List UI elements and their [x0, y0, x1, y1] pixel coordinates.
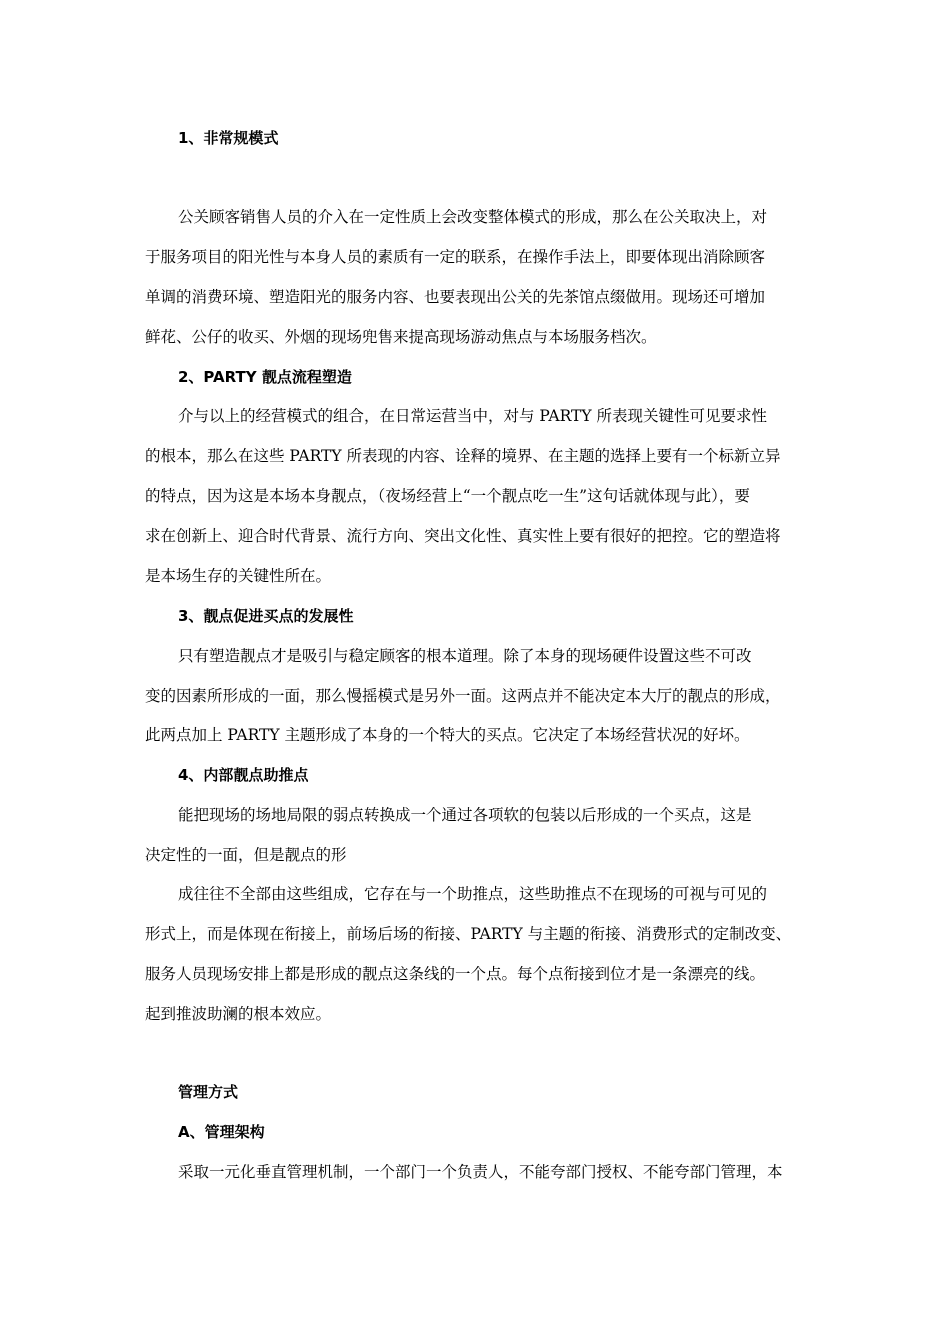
paragraph-line: 是本场生存的关键性所在。	[145, 567, 332, 585]
paragraph-line: 公关顾客销售人员的介入在一定性质上会改变整体模式的形成，那么在公关取决上，对	[178, 208, 768, 226]
paragraph-line: 起到推波助澜的根本效应。	[145, 1005, 332, 1023]
paragraph-line: 决定性的一面，但是靓点的形	[145, 846, 347, 864]
paragraph-line: 介与以上的经营模式的组合，在日常运营当中，对与 PARTY 所表现关键性可见要求性	[178, 407, 768, 425]
paragraph-line: 单调的消费环境、塑造阳光的服务内容、也要表现出公关的先茶馆点缀做用。现场还可增加	[145, 288, 766, 306]
paragraph-line: 只有塑造靓点才是吸引与稳定顾客的根本道理。除了本身的现场硬件设置这些不可改	[178, 647, 752, 665]
heading-party-highlight: 2、PARTY 靓点流程塑造	[178, 368, 352, 386]
paragraph-line: 形式上，而是体现在衔接上，前场后场的衔接、PARTY 与主题的衔接、消费形式的定制改变、	[145, 925, 792, 943]
paragraph-line: 鲜花、公仔的收买、外烟的现场兜售来提高现场游动焦点与本场服务档次。	[145, 328, 657, 346]
paragraph-line: 求在创新上、迎合时代背景、流行方向、突出文化性、真实性上要有很好的把控。它的塑造将	[145, 527, 781, 545]
heading-management-method: 管理方式	[178, 1083, 239, 1101]
paragraph-line: 成往往不全部由这些组成，它存在与一个助推点，这些助推点不在现场的可视与可见的	[178, 885, 768, 903]
paragraph-line: 能把现场的场地局限的弱点转换成一个通过各项软的包装以后形成的一个买点，这是	[178, 806, 752, 824]
heading-management-structure: A、管理架构	[178, 1123, 265, 1141]
paragraph-line: 的特点，因为这是本场本身靓点，（夜场经营上“一个靓点吃一生”这句话就体现与此），要	[145, 487, 750, 505]
paragraph-line: 的根本，那么在这些 PARTY 所表现的内容、诠释的境界、在主题的选择上要有一个标新立异	[145, 447, 781, 465]
heading-unconventional-mode: 1、非常规模式	[178, 129, 279, 147]
heading-internal-boost: 4、内部靓点助推点	[178, 766, 309, 784]
heading-highlight-selling-point: 3、靓点促进买点的发展性	[178, 607, 354, 625]
paragraph-line: 采取一元化垂直管理机制，一个部门一个负责人，不能夸部门授权、不能夸部门管理，本	[178, 1163, 783, 1181]
paragraph-line: 于服务项目的阳光性与本身人员的素质有一定的联系，在操作手法上，即要体现出消除顾客	[145, 248, 766, 266]
paragraph-line: 变的因素所形成的一面，那么慢摇模式是另外一面。这两点并不能决定本大厅的靓点的形成，	[145, 687, 781, 705]
paragraph-line: 服务人员现场安排上都是形成的靓点这条线的一个点。每个点衔接到位才是一条漂亮的线。	[145, 965, 766, 983]
paragraph-line: 此两点加上 PARTY 主题形成了本身的一个特大的买点。它决定了本场经营状况的好坏。	[145, 726, 750, 744]
